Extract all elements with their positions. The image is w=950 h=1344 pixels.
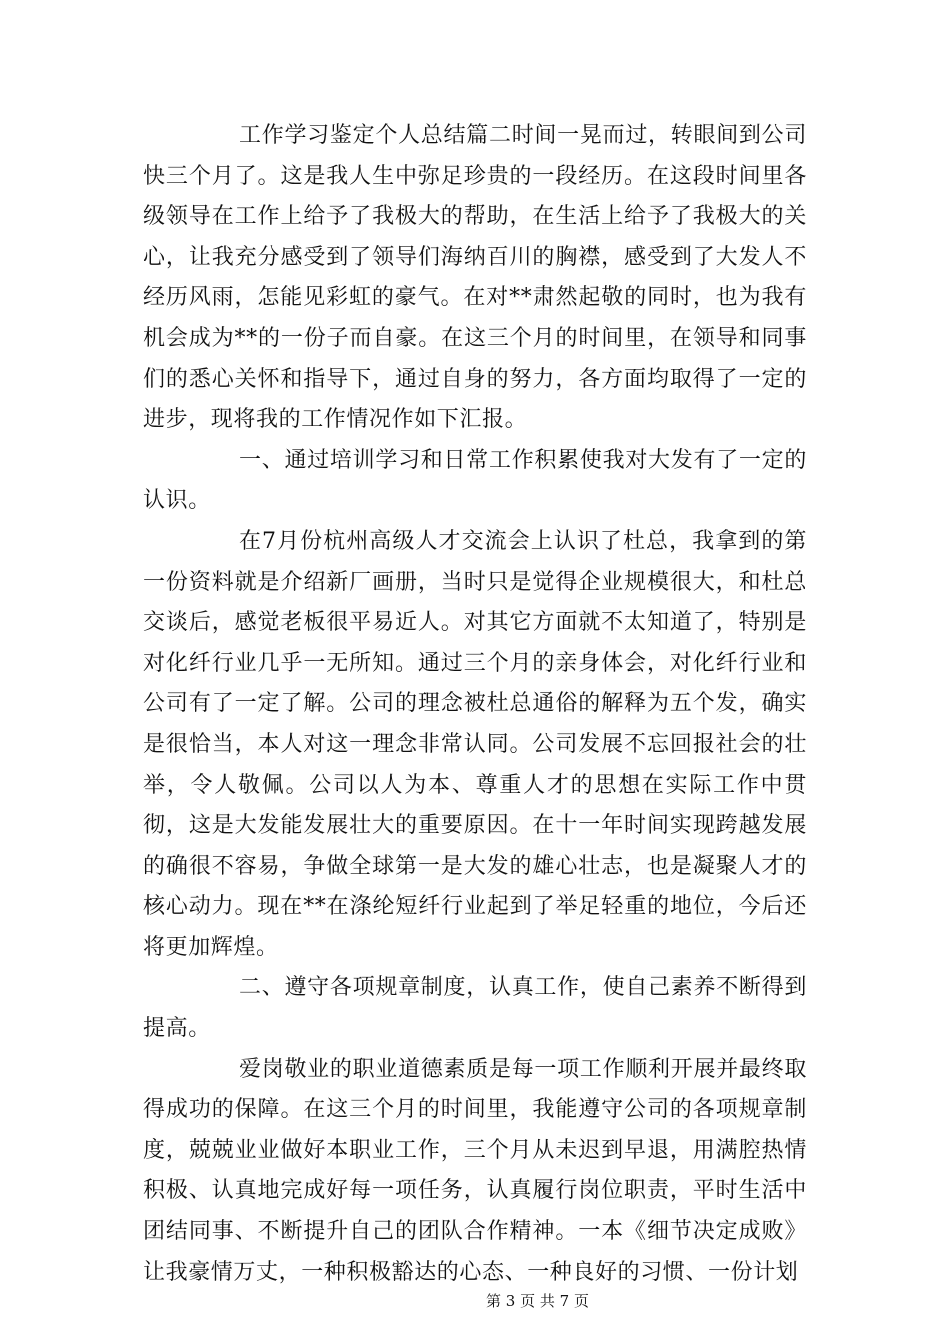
document-body: [143, 116, 807, 1293]
page-footer: [0, 1290, 950, 1311]
heading-section-1: 一、通过培训学习和日常工作积累使我对大发有了一定的认识。: [143, 447, 807, 514]
paragraph-section-1: 在7月份杭州高级人才交流会上认识了杜总，我拿到的第一份资料就是介绍新厂画册，当时只是觉得企业规模很大，和杜总交谈后，感觉老板很平易近人。对其它方面就不太知道了，特别是对化纤行业几乎一无所知。通过三个月的亲身体会，对化纤行业和公司有了一定了解。公司的理念被杜总通俗的解释为五个发，确实是很恰当，本人对这一理念非常认同。公司发展不忘回报社会的壮举，令人敬佩。公司以人为本、尊重人才的思想在实际工作中贯彻，这是大发能发展壮大的重要原因。在十一年时间实现跨越发展的确很不容易，争做全球第一是大发的雄心壮志，也是凝聚人才的核心动力。现在**在涤纶短纤行业起到了举足轻重的地位，今后还将更加辉煌。: [143, 528, 807, 960]
paragraph-intro: 工作学习鉴定个人总结篇二时间一晃而过，转眼间到公司快三个月了。这是我人生中弥足珍贵的一段经历。在这段时间里各级领导在工作上给予了我极大的帮助，在生活上给予了我极大的关心，让我充分感受到了领导们海纳百川的胸襟，感受到了大发人不经历风雨，怎能见彩虹的豪气。在对**肃然起敬的同时，也为我有机会成为**的一份子而自豪。在这三个月的时间里，在领导和同事们的悉心关怀和指导下，通过自身的努力，各方面均取得了一定的进步，现将我的工作情况作如下汇报。: [143, 123, 807, 433]
page-number: 第 3 页 共 7 页: [486, 1292, 589, 1310]
heading-section-2: 二、遵守各项规章制度，认真工作，使自己素养不断得到提高。: [143, 975, 807, 1042]
paragraph-section-2: 爱岗敬业的职业道德素质是每一项工作顺利开展并最终取得成功的保障。在这三个月的时间里，我能遵守公司的各项规章制度，兢兢业业做好本职业工作，三个月从未迟到早退，用满腔热情积极、认真地完成好每一项任务，认真履行岗位职责，平时生活中团结同事、不断提升自己的团队合作精神。一本《细节决定成败》让我豪情万丈，一种积极豁达的心态、一种良好的习惯、一份计划: [143, 1056, 807, 1285]
